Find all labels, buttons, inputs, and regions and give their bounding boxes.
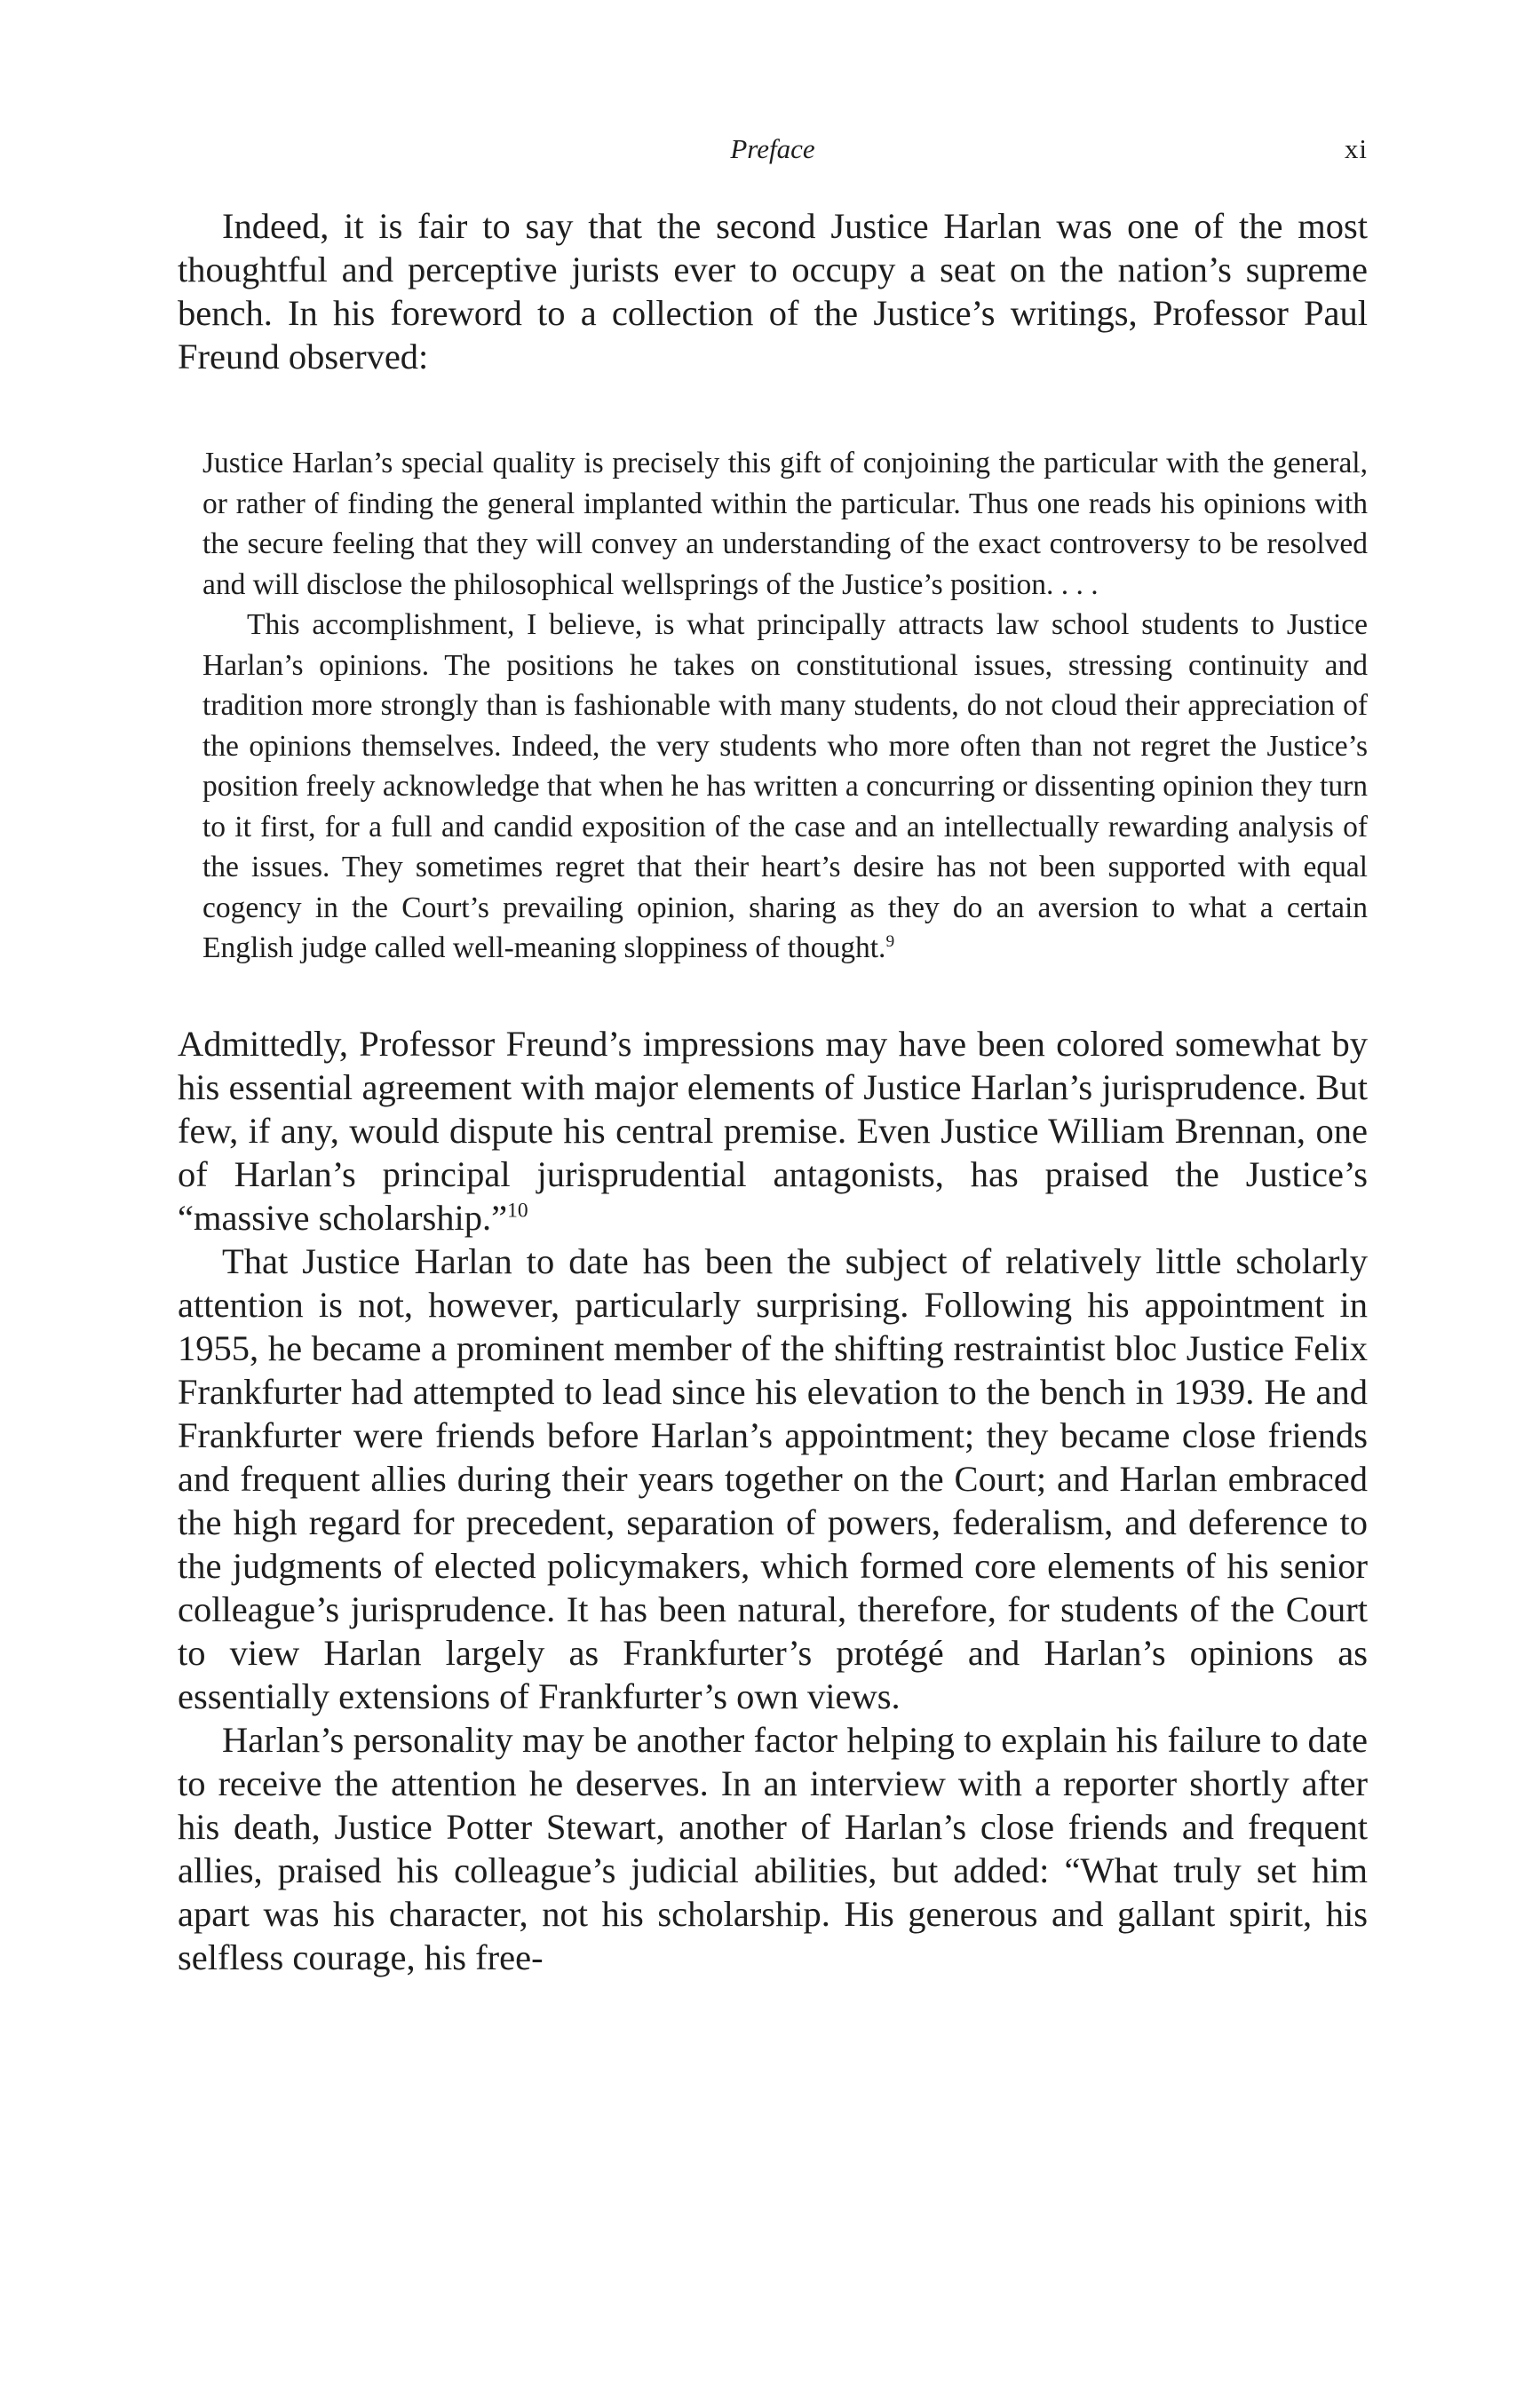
- paragraph-admittedly: [178, 1022, 1368, 1240]
- quote-paragraph-1: Justice Harlan’s special quality is precisely this gift of conjoining the particular with the general, or rather of finding the general implanted within the particular. Thus one reads his opinions with the secure feeling that they will convey an understanding of the exact controversy to be resolved and will disclose the philosophical wellsprings of the Justice’s position. . . .: [202, 447, 1368, 601]
- footnote-ref-9: 9: [885, 931, 895, 951]
- paragraph-scholarly-attention: That Justice Harlan to date has been the subject of relatively little scholarly attention is not, however, particularly surprising. Following his appointment in 1955, he became a prominent member of the shifting restraintist bloc Justice Felix Frankfurter had attempted to lead since his elevation to the bench in 1939. He and Frankfurter were friends before Harlan’s appointment; they became close friends and frequent allies during their years together on the Court; and Harlan embraced the high regard for precedent, separation of powers, federalism, and deference to the judgments of elected policymakers, which formed core elements of his senior colleague’s jurisprudence. It has been natural, therefore, for students of the Court to view Harlan largely as Frankfurter’s protégé and Harlan’s opinions as essentially extensions of Frankfurter’s own views.: [178, 1240, 1368, 1716]
- quote-paragraph-2-text: This accomplishment, I believe, is what principally attracts law school students to Justice Harlan’s opinions. The positions he takes on constitutional issues, stressing continuity and tradition more strongly than is fashionable with many students, do not cloud their appreciation of the opinions themselves. Indeed, the very students who more often than not regret the Justice’s position freely acknowledge that when he has written a concurring or dissenting opinion they turn to it first, for a full and candid exposition of the case and an intellectually rewarding analysis of the issues. They sometimes regret that their heart’s desire has not been supported with equal cogency in the Court’s prevailing opinion, sharing as they do an aversion to what a certain English judge called well-meaning sloppiness of thought.: [202, 608, 1368, 964]
- paragraph-personality: Harlan’s personality may be another factor helping to explain his failure to date to receive the attention he deserves. In an interview with a reporter shortly after his death, Justice Potter Stewart, another of Harlan’s close friends and frequent allies, praised his colleague’s judicial abilities, but added: “What truly set him apart was his character, not his scholarship. His generous and gallant spirit, his selfless courage, his free-: [178, 1719, 1368, 1977]
- page-number: xi: [1344, 133, 1368, 164]
- footnote-ref-10: 10: [507, 1199, 528, 1222]
- running-head: [178, 131, 1368, 174]
- running-title: Preface: [730, 133, 815, 164]
- text-block: [178, 204, 1368, 1979]
- block-quote: [202, 443, 1368, 969]
- quote-paragraph-2: [202, 605, 1368, 969]
- paragraph-admittedly-text: Admittedly, Professor Freund’s impressions may have been colored somewhat by his essential agreement with major elements of Justice Harlan’s jurisprudence. But few, if any, would dispute his central premise. Even Justice William Brennan, one of Harlan’s principal jurisprudential antagonists, has praised the Justice’s “massive scholarship.”: [178, 1023, 1368, 1238]
- paragraph-opening: Indeed, it is fair to say that the second Justice Harlan was one of the most thoughtful and perceptive jurists ever to occupy a seat on the nation’s supreme bench. In his foreword to a collection of the Justice’s writings, Professor Paul Freund observed:: [178, 206, 1368, 376]
